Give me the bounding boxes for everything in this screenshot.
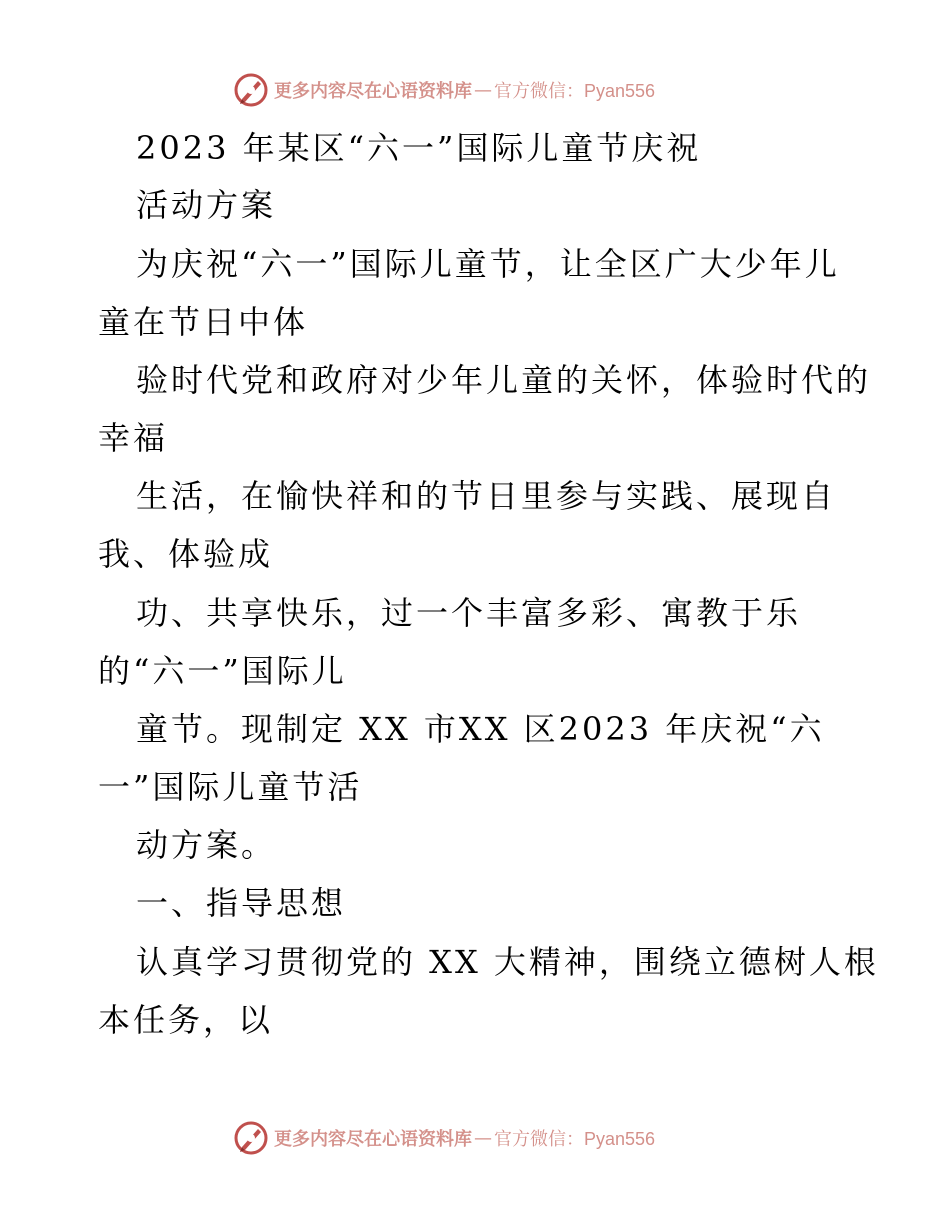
paragraph-line: 动方案。 [136, 826, 277, 864]
paragraph-line: 认真学习贯彻党的 XX 大精神，围绕立德树人根 [136, 943, 879, 981]
watermark-text: 更多内容尽在心语资料库 [274, 1129, 472, 1150]
paragraph-line: 本任务，以 [98, 1001, 274, 1039]
watermark-wechat: 官方微信：Pyan556 [494, 81, 656, 101]
paragraph-line: 童节。现制定 XX 市XX 区2023 年庆祝“六 [136, 710, 825, 748]
paragraph-line: 验时代党和政府对少年儿童的关怀，体验时代的 [136, 361, 872, 399]
watermark-dash: — [474, 79, 492, 101]
watermark-text: 更多内容尽在心语资料库 [274, 81, 472, 102]
paragraph-line: 为庆祝“六一”国际儿童节，让全区广大少年儿 [136, 245, 840, 283]
paragraph-line: 生活，在愉快祥和的节日里参与实践、展现自 [136, 477, 837, 515]
title-line-1: 2023 年某区“六一”国际儿童节庆祝 [136, 129, 702, 167]
watermark-dash: — [474, 1127, 492, 1149]
pen-logo-icon [232, 1119, 270, 1157]
footer-watermark [232, 1118, 732, 1158]
paragraph-line: 童在节日中体 [98, 303, 309, 341]
title-line-2: 活动方案 [136, 186, 277, 224]
paragraph-line: 幸福 [98, 419, 169, 457]
paragraph-line: 功、共享快乐，过一个丰富多彩、寓教于乐 [136, 594, 802, 632]
paragraph-line: 一”国际儿童节活 [98, 768, 363, 806]
watermark-wechat: 官方微信：Pyan556 [494, 1129, 656, 1149]
section-heading: 一、指导思想 [136, 884, 347, 922]
paragraph-line: 的“六一”国际儿 [98, 652, 347, 690]
paragraph-line: 我、体验成 [98, 535, 274, 573]
